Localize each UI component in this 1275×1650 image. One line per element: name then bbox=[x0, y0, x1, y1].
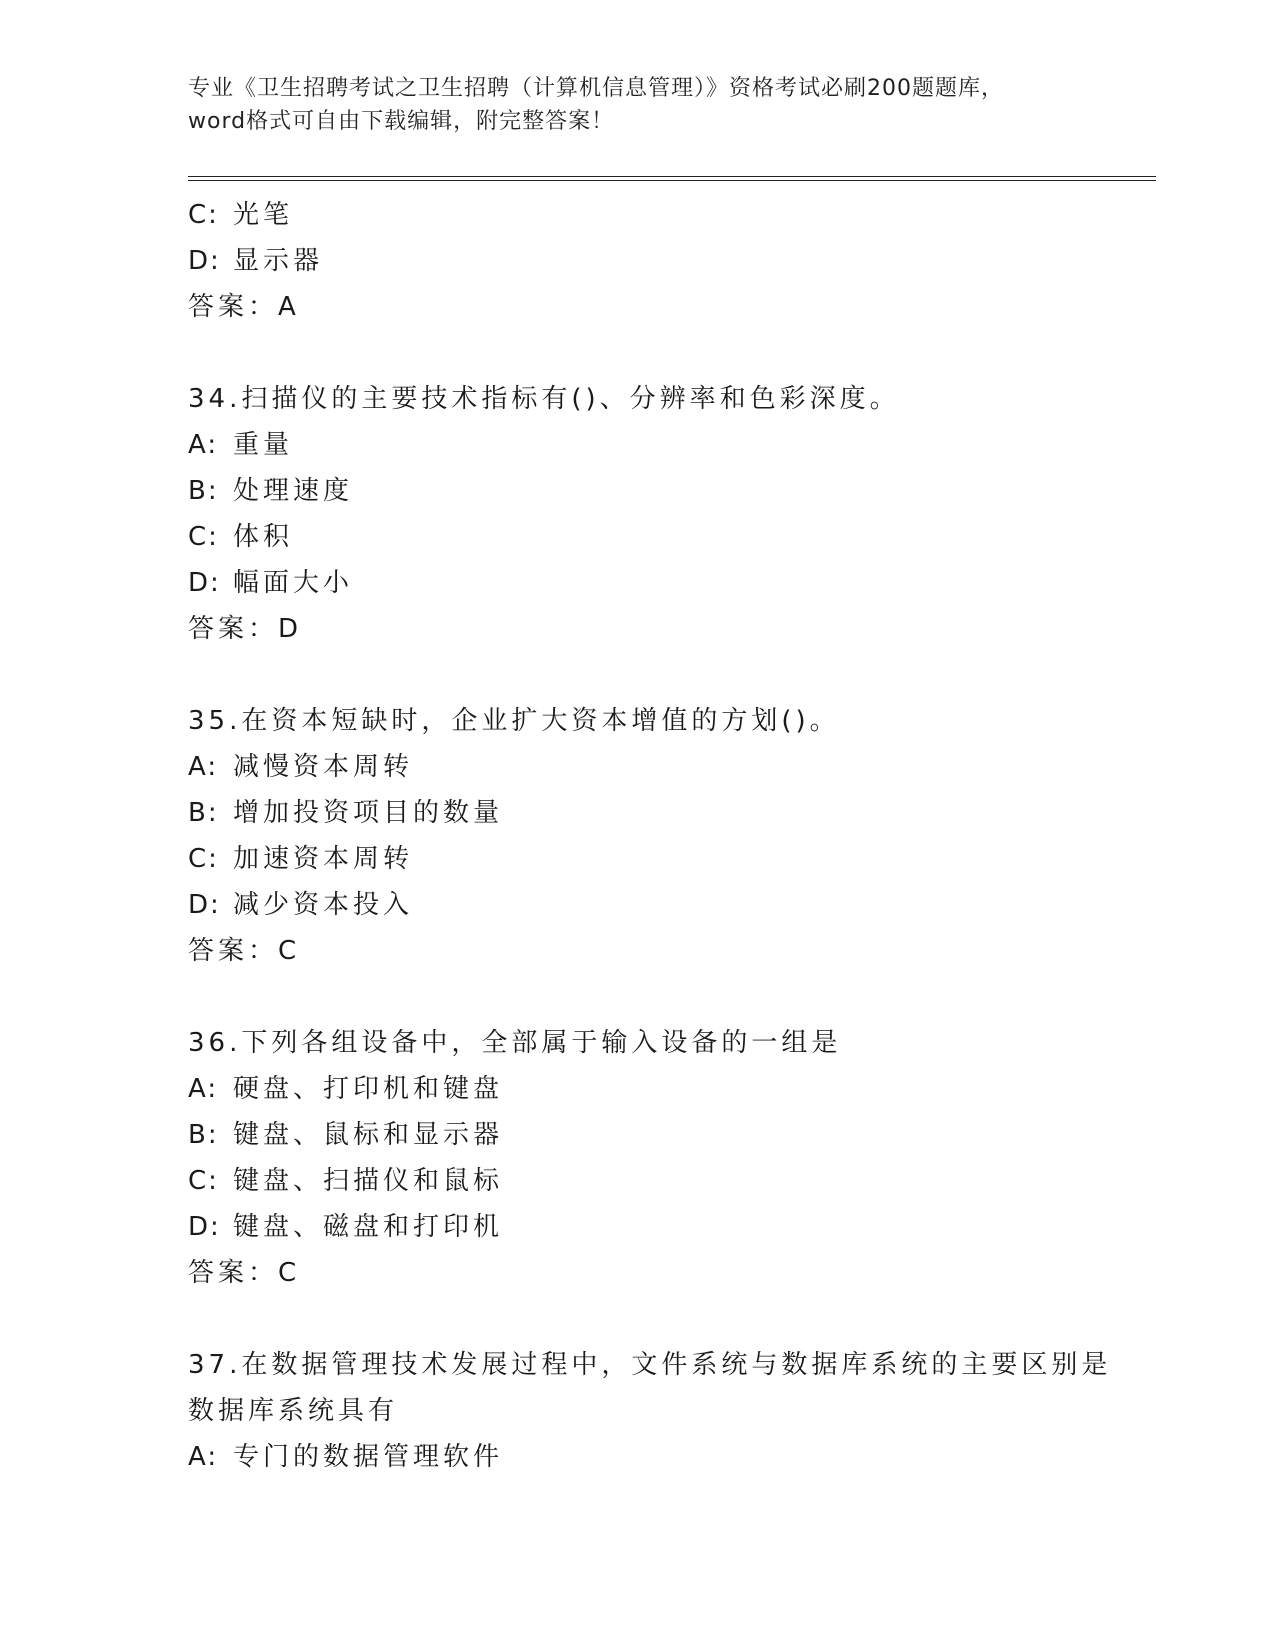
option-d bbox=[188, 882, 1156, 928]
option-letter: D: bbox=[188, 246, 221, 276]
answer-line: 答案：C bbox=[188, 1258, 301, 1288]
option-b bbox=[188, 468, 1156, 514]
question-34 bbox=[188, 376, 1156, 652]
page-header bbox=[188, 72, 1108, 138]
option-letter: A: bbox=[188, 752, 219, 782]
option-a bbox=[188, 744, 1156, 790]
option-letter: B: bbox=[188, 1120, 219, 1150]
option-text: 处理速度 bbox=[233, 476, 354, 506]
option-c bbox=[188, 192, 1156, 238]
question-list bbox=[188, 192, 1156, 1480]
question-stem: 36.下列各组设备中，全部属于输入设备的一组是 bbox=[188, 1028, 842, 1058]
option-a bbox=[188, 1434, 1156, 1480]
option-d bbox=[188, 1204, 1156, 1250]
option-letter: A: bbox=[188, 430, 219, 460]
option-letter: C: bbox=[188, 522, 219, 552]
option-text: 加速资本周转 bbox=[233, 844, 414, 874]
answer-line: 答案：A bbox=[188, 292, 300, 322]
option-letter: D: bbox=[188, 568, 221, 598]
option-c bbox=[188, 836, 1156, 882]
option-letter: B: bbox=[188, 476, 219, 506]
question-35 bbox=[188, 698, 1156, 974]
spacer bbox=[188, 652, 1156, 698]
option-c bbox=[188, 514, 1156, 560]
question-stem: 35.在资本短缺时，企业扩大资本增值的方划()。 bbox=[188, 706, 840, 736]
option-letter: A: bbox=[188, 1442, 219, 1472]
option-letter: B: bbox=[188, 798, 219, 828]
option-b bbox=[188, 790, 1156, 836]
question-stem: 37.在数据管理技术发展过程中，文件系统与数据库系统的主要区别是 bbox=[188, 1350, 1112, 1380]
option-a bbox=[188, 1066, 1156, 1112]
option-text: 键盘、扫描仪和鼠标 bbox=[233, 1166, 504, 1196]
option-text: 键盘、磁盘和打印机 bbox=[233, 1212, 504, 1242]
header-divider bbox=[188, 176, 1156, 181]
option-letter: A: bbox=[188, 1074, 219, 1104]
option-letter: C: bbox=[188, 200, 219, 230]
option-letter: D: bbox=[188, 890, 221, 920]
question-37 bbox=[188, 1342, 1156, 1480]
question-stem-continued: 数据库系统具有 bbox=[188, 1396, 399, 1426]
option-letter: D: bbox=[188, 1212, 221, 1242]
option-letter: C: bbox=[188, 844, 219, 874]
question-33-continuation bbox=[188, 192, 1156, 330]
spacer bbox=[188, 1296, 1156, 1342]
option-text: 增加投资项目的数量 bbox=[233, 798, 504, 828]
option-text: 硬盘、打印机和键盘 bbox=[233, 1074, 504, 1104]
answer-line: 答案：D bbox=[188, 614, 303, 644]
question-stem: 34.扫描仪的主要技术指标有()、分辨率和色彩深度。 bbox=[188, 384, 900, 414]
option-letter: C: bbox=[188, 1166, 219, 1196]
header-title-line-1: 专业《卫生招聘考试之卫生招聘（计算机信息管理）》资格考试必刷200题题库， bbox=[188, 76, 1004, 101]
option-text: 幅面大小 bbox=[233, 568, 354, 598]
option-b bbox=[188, 1112, 1156, 1158]
option-c bbox=[188, 1158, 1156, 1204]
answer-line: 答案：C bbox=[188, 936, 301, 966]
spacer bbox=[188, 974, 1156, 1020]
option-text: 减少资本投入 bbox=[233, 890, 414, 920]
option-text: 显示器 bbox=[233, 246, 324, 276]
option-text: 专门的数据管理软件 bbox=[233, 1442, 504, 1472]
option-a bbox=[188, 422, 1156, 468]
question-36 bbox=[188, 1020, 1156, 1296]
header-title-line-2: word格式可自由下载编辑，附完整答案！ bbox=[188, 109, 615, 134]
option-text: 体积 bbox=[233, 522, 294, 552]
option-d bbox=[188, 560, 1156, 606]
option-d bbox=[188, 238, 1156, 284]
option-text: 键盘、鼠标和显示器 bbox=[233, 1120, 504, 1150]
option-text: 重量 bbox=[233, 430, 294, 460]
option-text: 光笔 bbox=[233, 200, 294, 230]
spacer bbox=[188, 330, 1156, 376]
option-text: 减慢资本周转 bbox=[233, 752, 414, 782]
